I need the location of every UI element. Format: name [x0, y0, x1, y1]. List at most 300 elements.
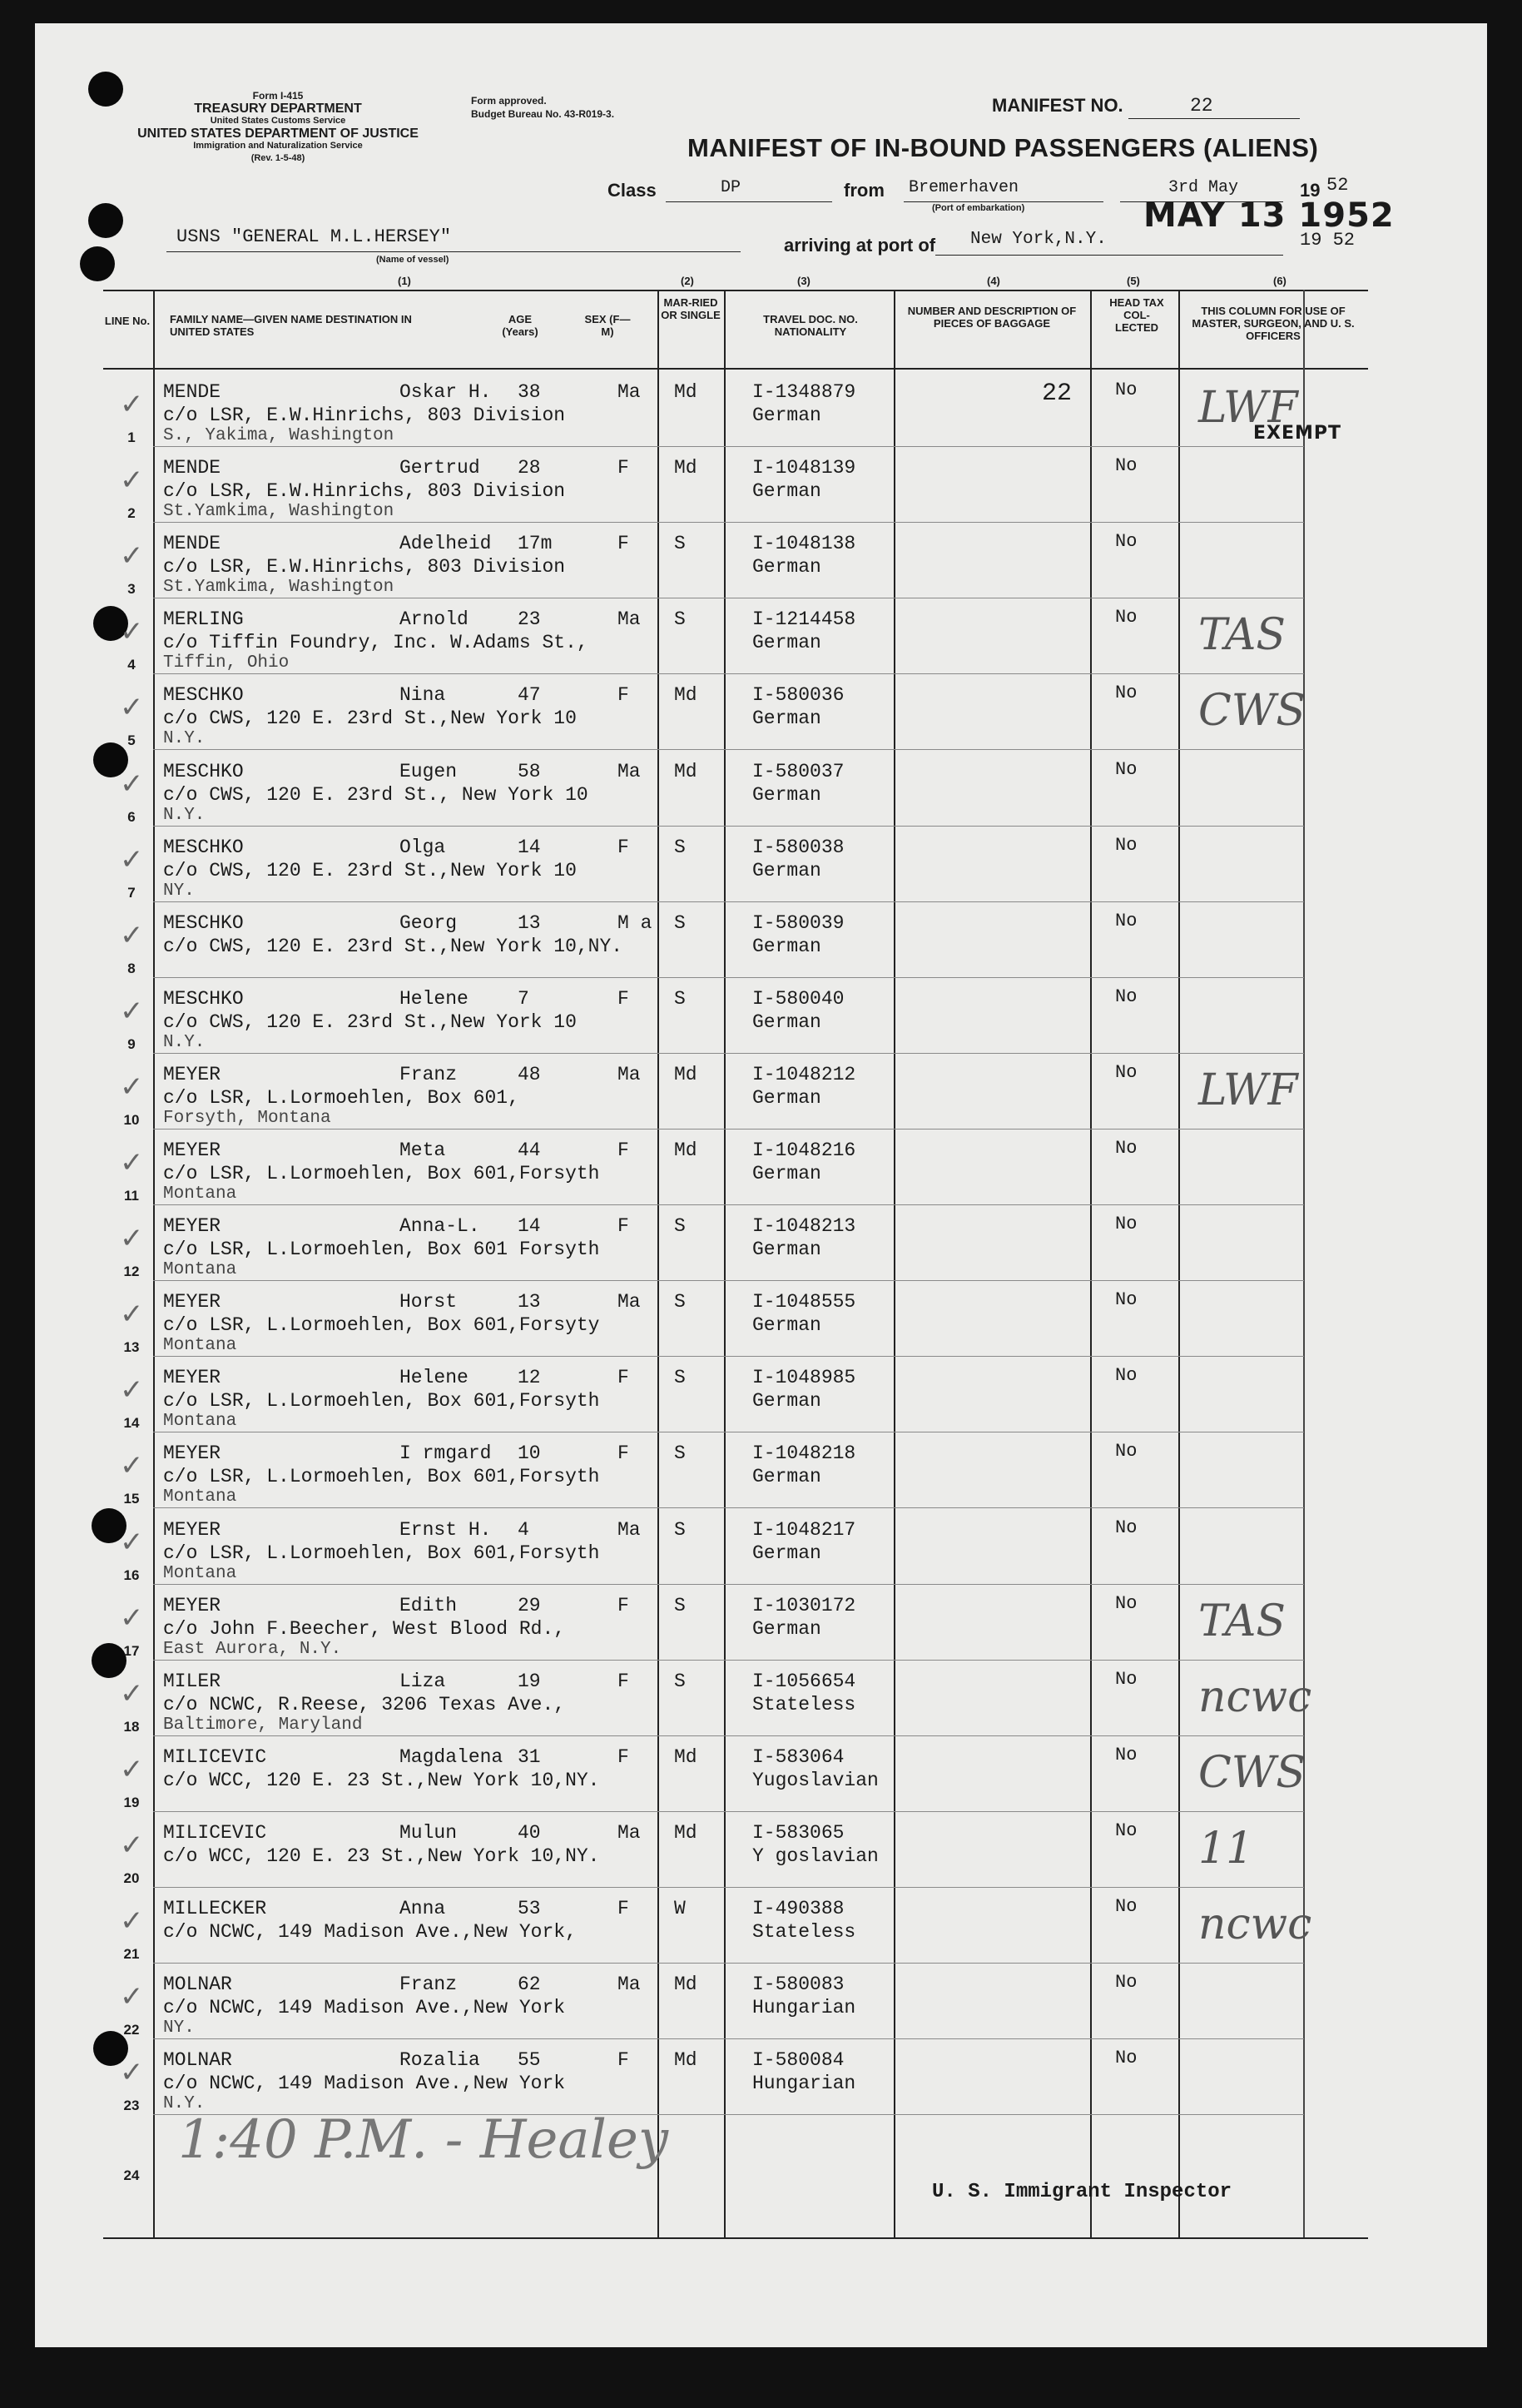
- year-prefix: 19: [1300, 180, 1321, 201]
- customs-service: United States Customs Service: [210, 116, 346, 126]
- destination-line-1: c/o CWS, 120 E. 23rd St., New York 10: [163, 784, 588, 806]
- sex: F: [617, 457, 629, 479]
- destination-line-2: N.Y.: [163, 729, 206, 748]
- given-name: Oskar H.: [399, 381, 492, 403]
- budget-bureau: Budget Bureau No. 43-R019-3.: [471, 108, 615, 120]
- destination-line-2: Baltimore, Maryland: [163, 1715, 363, 1735]
- from-value: Bremerhaven: [909, 178, 1019, 197]
- sex: F: [617, 1671, 629, 1692]
- sex: Ma: [617, 1974, 641, 1995]
- age: 44: [518, 1139, 541, 1161]
- handwritten-footer: 1:40 P.M. - Healey: [178, 2109, 669, 2171]
- line-number: 3: [127, 581, 136, 597]
- row-rule: [153, 1053, 1304, 1054]
- head-tax: No: [1115, 835, 1138, 856]
- sex: F: [617, 1898, 629, 1919]
- destination-line-1: c/o CWS, 120 E. 23rd St.,New York 10: [163, 1011, 577, 1033]
- line-number: 2: [127, 505, 136, 521]
- row-rule: [153, 901, 1304, 902]
- manifest-no-label: MANIFEST NO.: [992, 95, 1123, 116]
- nationality: German: [752, 708, 821, 729]
- head-tax: No: [1115, 683, 1138, 703]
- age: 7: [518, 988, 529, 1010]
- head-tax: No: [1115, 1365, 1138, 1386]
- checkmark-icon: ✓: [120, 1980, 144, 2013]
- head-tax: No: [1115, 1972, 1138, 1993]
- travel-doc-no: I-580084: [752, 2049, 845, 2071]
- given-name: Franz: [399, 1064, 458, 1085]
- date-stamp: MAY 13 1952: [1143, 196, 1395, 235]
- head-tax: No: [1115, 759, 1138, 780]
- checkmark-icon: ✓: [120, 919, 144, 952]
- nationality: German: [752, 1618, 821, 1640]
- line-number: 18: [123, 1719, 140, 1735]
- destination-line-2: Forsyth, Montana: [163, 1109, 331, 1128]
- col-header-name: FAMILY NAME—GIVEN NAME DESTINATION IN UNITED STATES: [170, 313, 412, 338]
- officer-note: CWS: [1198, 686, 1306, 736]
- marital-status: S: [674, 1291, 686, 1313]
- nationality: German: [752, 1163, 821, 1184]
- travel-doc-no: I-1048555: [752, 1291, 856, 1313]
- family-name: MEYER: [163, 1367, 221, 1388]
- checkmark-icon: ✓: [120, 1070, 144, 1104]
- marital-status: S: [674, 1367, 686, 1388]
- destination-line-1: c/o NCWC, 149 Madison Ave.,New York,: [163, 1921, 577, 1943]
- marital-status: S: [674, 1671, 686, 1692]
- head-tax: No: [1115, 986, 1138, 1007]
- given-name: Helene: [399, 1367, 468, 1388]
- destination-line-1: c/o NCWC, 149 Madison Ave.,New York: [163, 2073, 566, 2094]
- sex: F: [617, 837, 629, 858]
- head-tax: No: [1115, 1896, 1138, 1917]
- nationality: German: [752, 936, 821, 957]
- destination-line-2: N.Y.: [163, 1033, 206, 1052]
- travel-doc-no: I-583064: [752, 1746, 845, 1768]
- line-number: 17: [123, 1643, 140, 1659]
- marital-status: S: [674, 1442, 686, 1464]
- checkmark-icon: ✓: [120, 1904, 144, 1938]
- destination-line-1: c/o WCC, 120 E. 23 St.,New York 10,NY.: [163, 1845, 600, 1867]
- age: 31: [518, 1746, 541, 1768]
- line-number: 13: [123, 1339, 140, 1355]
- officer-note: LWF: [1198, 1065, 1298, 1115]
- line-number: 9: [127, 1036, 136, 1052]
- row-rule: [153, 446, 1304, 447]
- destination-line-1: c/o LSR, L.Lormoehlen, Box 601,Forsyth: [163, 1542, 600, 1564]
- family-name: MEYER: [163, 1291, 221, 1313]
- age: 14: [518, 1215, 541, 1237]
- travel-doc-no: I-580038: [752, 837, 845, 858]
- sex: Ma: [617, 1064, 641, 1085]
- form-header-block: [87, 90, 469, 165]
- travel-doc-no: I-583065: [752, 1822, 845, 1844]
- line-number: 5: [127, 732, 136, 748]
- head-tax: No: [1115, 1745, 1138, 1765]
- given-name: Anna: [399, 1898, 446, 1919]
- checkmark-icon: ✓: [120, 1526, 144, 1559]
- nationality: German: [752, 1011, 821, 1033]
- nationality: German: [752, 1239, 821, 1260]
- line-number: 20: [123, 1870, 140, 1886]
- col-header-age: AGE (Years): [502, 313, 538, 338]
- marital-status: Md: [674, 684, 697, 706]
- nationality: German: [752, 860, 821, 881]
- age: 14: [518, 837, 541, 858]
- revision: (Rev. 1-5-48): [250, 153, 305, 163]
- age: 47: [518, 684, 541, 706]
- destination-line-2: N.Y.: [163, 2094, 206, 2113]
- destination-line-1: c/o John F.Beecher, West Blood Rd.,: [163, 1618, 566, 1640]
- destination-line-2: Montana: [163, 1412, 237, 1431]
- class-rule: [666, 201, 832, 202]
- family-name: MOLNAR: [163, 1974, 232, 1995]
- checkmark-icon: ✓: [120, 539, 144, 573]
- col-divider-line: [153, 290, 155, 2239]
- destination-line-2: Montana: [163, 1336, 237, 1355]
- row-rule: [153, 1887, 1304, 1888]
- nationality: Hungarian: [752, 1997, 856, 2018]
- row-rule: [153, 749, 1304, 750]
- marital-status: S: [674, 1519, 686, 1541]
- age: 12: [518, 1367, 541, 1388]
- punch-hole: [88, 203, 123, 238]
- manifest-no-rule: [1128, 118, 1300, 119]
- line-number: 19: [123, 1795, 140, 1810]
- class-label: Class: [607, 180, 657, 201]
- given-name: Gertrud: [399, 457, 480, 479]
- port-value: New York,N.Y.: [970, 230, 1107, 249]
- sex: F: [617, 533, 629, 554]
- checkmark-icon: ✓: [120, 767, 144, 801]
- family-name: MESCHKO: [163, 837, 244, 858]
- family-name: MILLECKER: [163, 1898, 267, 1919]
- marital-status: S: [674, 1215, 686, 1237]
- marital-status: S: [674, 988, 686, 1010]
- family-name: MILICEVIC: [163, 1746, 267, 1768]
- colnum-5: (5): [1127, 275, 1140, 287]
- given-name: Arnold: [399, 608, 468, 630]
- given-name: Nina: [399, 684, 446, 706]
- row-rule: [153, 1811, 1304, 1812]
- travel-doc-no: I-1056654: [752, 1671, 856, 1692]
- age: 48: [518, 1064, 541, 1085]
- officer-note: CWS: [1198, 1748, 1306, 1798]
- officer-note: ncwc: [1198, 1672, 1312, 1722]
- travel-doc-no: I-1048985: [752, 1367, 856, 1388]
- col-divider-tax: [1178, 290, 1180, 2239]
- col-header-married: MAR-RIED OR SINGLE: [661, 296, 721, 321]
- head-tax: No: [1115, 455, 1138, 476]
- line-number: 15: [123, 1491, 140, 1507]
- travel-doc-no: I-1348879: [752, 381, 856, 403]
- destination-line-1: c/o NCWC, R.Reese, 3206 Texas Ave.,: [163, 1694, 566, 1715]
- ins-service: Immigration and Naturalization Service: [193, 141, 363, 151]
- col-header-line: LINE No.: [104, 315, 151, 327]
- checkmark-icon: ✓: [120, 1449, 144, 1482]
- sex: F: [617, 1595, 629, 1616]
- destination-line-1: c/o NCWC, 149 Madison Ave.,New York: [163, 1997, 566, 2018]
- row-rule: [153, 1507, 1304, 1508]
- age: 38: [518, 381, 541, 403]
- family-name: MEYER: [163, 1595, 221, 1616]
- inspector-signature-line: U. S. Immigrant Inspector: [932, 2181, 1232, 2203]
- officer-note: ncwc: [1198, 1899, 1312, 1949]
- destination-line-2: Tiffin, Ohio: [163, 653, 290, 673]
- destination-line-2: Montana: [163, 1184, 237, 1204]
- family-name: MEYER: [163, 1139, 221, 1161]
- destination-line-1: c/o LSR, L.Lormoehlen, Box 601,Forsyty: [163, 1314, 600, 1336]
- sex: F: [617, 1139, 629, 1161]
- col-divider-married: [724, 290, 726, 2239]
- head-tax: No: [1115, 1517, 1138, 1538]
- embark-note: (Port of embarkation): [932, 203, 1025, 213]
- year2-value: 19 52: [1300, 230, 1356, 251]
- destination-line-1: c/o LSR, L.Lormoehlen, Box 601,: [163, 1087, 519, 1109]
- age: 40: [518, 1822, 541, 1844]
- manifest-title: MANIFEST OF IN-BOUND PASSENGERS (ALIENS): [687, 133, 1319, 162]
- punch-hole: [80, 246, 115, 281]
- sex: F: [617, 1442, 629, 1464]
- vessel-name: USNS "GENERAL M.L.HERSEY": [176, 226, 452, 247]
- destination-line-2: St.Yamkima, Washington: [163, 578, 394, 597]
- row-rule: [153, 522, 1304, 523]
- sex: Ma: [617, 381, 641, 403]
- line-number: 23: [123, 2098, 140, 2113]
- travel-doc-no: I-1048218: [752, 1442, 856, 1464]
- row-rule: [153, 1735, 1304, 1736]
- given-name: Helene: [399, 988, 468, 1010]
- nationality: German: [752, 480, 821, 502]
- travel-doc-no: I-1048139: [752, 457, 856, 479]
- age: 62: [518, 1974, 541, 1995]
- checkmark-icon: ✓: [120, 843, 144, 876]
- checkmark-icon: ✓: [120, 1222, 144, 1255]
- row-rule: [153, 1963, 1304, 1964]
- nationality: German: [752, 1466, 821, 1487]
- travel-doc-no: I-1048213: [752, 1215, 856, 1237]
- head-tax: No: [1115, 1062, 1138, 1083]
- age: 55: [518, 2049, 541, 2071]
- nationality: German: [752, 556, 821, 578]
- given-name: Meta: [399, 1139, 446, 1161]
- given-name: Mulun: [399, 1822, 458, 1844]
- travel-doc-no: I-1048212: [752, 1064, 856, 1085]
- destination-line-1: c/o LSR, E.W.Hinrichs, 803 Division: [163, 480, 566, 502]
- destination-line-2: NY.: [163, 2018, 195, 2038]
- nationality: Stateless: [752, 1694, 856, 1715]
- destination-line-1: c/o CWS, 120 E. 23rd St.,New York 10,NY.: [163, 936, 623, 957]
- sex: F: [617, 1746, 629, 1768]
- officer-note: 11: [1198, 1824, 1254, 1874]
- given-name: Adelheid: [399, 533, 492, 554]
- age: 10: [518, 1442, 541, 1464]
- head-tax: No: [1115, 911, 1138, 931]
- family-name: MEYER: [163, 1215, 221, 1237]
- marital-status: S: [674, 533, 686, 554]
- sex: Ma: [617, 1822, 641, 1844]
- sex: Ma: [617, 761, 641, 782]
- destination-line-2: NY.: [163, 881, 195, 901]
- family-name: MENDE: [163, 381, 221, 403]
- colnum-1: (1): [398, 275, 411, 287]
- row-rule: [153, 1129, 1304, 1130]
- destination-line-1: c/o Tiffin Foundry, Inc. W.Adams St.,: [163, 632, 588, 653]
- family-name: MESCHKO: [163, 912, 244, 934]
- treasury-dept: TREASURY DEPARTMENT: [194, 102, 362, 116]
- destination-line-2: N.Y.: [163, 806, 206, 825]
- checkmark-icon: ✓: [120, 464, 144, 497]
- nationality: German: [752, 632, 821, 653]
- line-number: 14: [123, 1415, 140, 1431]
- nationality: Hungarian: [752, 2073, 856, 2094]
- age: 29: [518, 1595, 541, 1616]
- marital-status: S: [674, 1595, 686, 1616]
- baggage: 22: [1042, 380, 1073, 408]
- class-value: DP: [721, 178, 741, 197]
- colnum-2: (2): [681, 275, 694, 287]
- head-tax: No: [1115, 531, 1138, 552]
- nationality: German: [752, 1390, 821, 1412]
- family-name: MILER: [163, 1671, 221, 1692]
- given-name: Ernst H.: [399, 1519, 492, 1541]
- given-name: Horst: [399, 1291, 458, 1313]
- destination-line-1: c/o CWS, 120 E. 23rd St.,New York 10: [163, 860, 577, 881]
- col-divider-name: [657, 290, 659, 2239]
- port-rule: [935, 255, 1283, 256]
- col-header-officers: THIS COLUMN FOR USE OF MASTER, SURGEON, AND U. S. OFFICERS: [1192, 305, 1355, 342]
- line-number: 10: [123, 1112, 140, 1128]
- travel-doc-no: I-1048217: [752, 1519, 856, 1541]
- nationality: Yugoslavian: [752, 1770, 879, 1791]
- sex: F: [617, 1367, 629, 1388]
- nationality: German: [752, 1314, 821, 1336]
- destination-line-2: Montana: [163, 1564, 237, 1583]
- row-rule: [153, 673, 1304, 674]
- arriving-label: arriving at port of: [784, 235, 936, 256]
- family-name: MILICEVIC: [163, 1822, 267, 1844]
- travel-doc-no: I-580040: [752, 988, 845, 1010]
- sex: F: [617, 684, 629, 706]
- checkmark-icon: ✓: [120, 2056, 144, 2089]
- age: 28: [518, 457, 541, 479]
- given-name: Edith: [399, 1595, 458, 1616]
- marital-status: Md: [674, 761, 697, 782]
- nationality: German: [752, 1542, 821, 1564]
- marital-status: W: [674, 1898, 686, 1919]
- given-name: Liza: [399, 1671, 446, 1692]
- sex: M a: [617, 912, 652, 934]
- col-divider-travel: [894, 290, 895, 2239]
- destination-line-1: c/o LSR, L.Lormoehlen, Box 601,Forsyth: [163, 1466, 600, 1487]
- marital-status: Md: [674, 457, 697, 479]
- checkmark-icon: ✓: [120, 1298, 144, 1331]
- nationality: Y goslavian: [752, 1845, 879, 1867]
- travel-doc-no: I-580037: [752, 761, 845, 782]
- nationality: German: [752, 784, 821, 806]
- given-name: Rozalia: [399, 2049, 480, 2071]
- form-number: Form I-415: [252, 90, 304, 102]
- vessel-note: (Name of vessel): [376, 255, 449, 265]
- head-tax: No: [1115, 1669, 1138, 1690]
- destination-line-1: c/o LSR, L.Lormoehlen, Box 601 Forsyth: [163, 1239, 600, 1260]
- checkmark-icon: ✓: [120, 615, 144, 648]
- checkmark-icon: ✓: [120, 995, 144, 1028]
- sex: Ma: [617, 1291, 641, 1313]
- travel-doc-no: I-1048216: [752, 1139, 856, 1161]
- checkmark-icon: ✓: [120, 1677, 144, 1710]
- col-header-travel: TRAVEL DOC. NO. NATIONALITY: [763, 313, 858, 338]
- given-name: Eugen: [399, 761, 458, 782]
- officer-note: TAS: [1198, 1596, 1287, 1646]
- sex: Ma: [617, 608, 641, 630]
- family-name: MEYER: [163, 1064, 221, 1085]
- sex: F: [617, 1215, 629, 1237]
- given-name: Franz: [399, 1974, 458, 1995]
- justice-dept: UNITED STATES DEPARTMENT OF JUSTICE: [137, 127, 419, 141]
- head-tax: No: [1115, 380, 1138, 400]
- head-tax: No: [1115, 1820, 1138, 1841]
- row-rule: [153, 826, 1304, 827]
- marital-status: S: [674, 837, 686, 858]
- destination-line-1: c/o LSR, E.W.Hinrichs, 803 Division: [163, 556, 566, 578]
- form-approved: Form approved.: [471, 95, 547, 107]
- head-tax: No: [1115, 1289, 1138, 1310]
- line-number: 11: [124, 1188, 139, 1204]
- line-number: 12: [123, 1264, 140, 1279]
- line-number: 6: [127, 809, 136, 825]
- line-number: 7: [127, 885, 136, 901]
- nationality: Stateless: [752, 1921, 856, 1943]
- marital-status: Md: [674, 1746, 697, 1768]
- sex: F: [617, 2049, 629, 2071]
- checkmark-icon: ✓: [120, 691, 144, 724]
- head-tax: No: [1115, 1441, 1138, 1462]
- row-rule: [153, 1584, 1304, 1585]
- destination-line-1: c/o WCC, 120 E. 23 St.,New York 10,NY.: [163, 1770, 600, 1791]
- checkmark-icon: ✓: [120, 388, 144, 421]
- head-tax: No: [1115, 1138, 1138, 1159]
- row-rule: [153, 2038, 1304, 2039]
- destination-line-1: c/o LSR, L.Lormoehlen, Box 601,Forsyth: [163, 1163, 600, 1184]
- age: 58: [518, 761, 541, 782]
- checkmark-icon: ✓: [120, 1753, 144, 1786]
- age: 4: [518, 1519, 529, 1541]
- family-name: MOLNAR: [163, 2049, 232, 2071]
- exempt-stamp: EXEMPT: [1253, 423, 1342, 444]
- travel-doc-no: I-490388: [752, 1898, 845, 1919]
- col-header-baggage: NUMBER AND DESCRIPTION OF PIECES OF BAGGAGE: [907, 305, 1077, 330]
- head-tax: No: [1115, 2048, 1138, 2068]
- line-number: 4: [127, 657, 136, 673]
- family-name: MEYER: [163, 1442, 221, 1464]
- nationality: German: [752, 1087, 821, 1109]
- line-number: 1: [127, 429, 136, 445]
- destination-line-2: Montana: [163, 1487, 237, 1507]
- destination-line-2: St.Yamkima, Washington: [163, 502, 394, 521]
- col-divider-baggage: [1090, 290, 1092, 2239]
- marital-status: Md: [674, 1974, 697, 1995]
- destination-line-1: c/o LSR, E.W.Hinrichs, 803 Division: [163, 405, 566, 426]
- officer-note: TAS: [1198, 610, 1287, 660]
- family-name: MENDE: [163, 533, 221, 554]
- destination-line-1: c/o LSR, L.Lormoehlen, Box 601,Forsyth: [163, 1390, 600, 1412]
- line-number: 21: [123, 1946, 140, 1962]
- age: 17m: [518, 533, 553, 554]
- line-number: 8: [127, 961, 136, 976]
- line-number: 22: [123, 2022, 140, 2038]
- age: 19: [518, 1671, 541, 1692]
- travel-doc-no: I-1214458: [752, 608, 856, 630]
